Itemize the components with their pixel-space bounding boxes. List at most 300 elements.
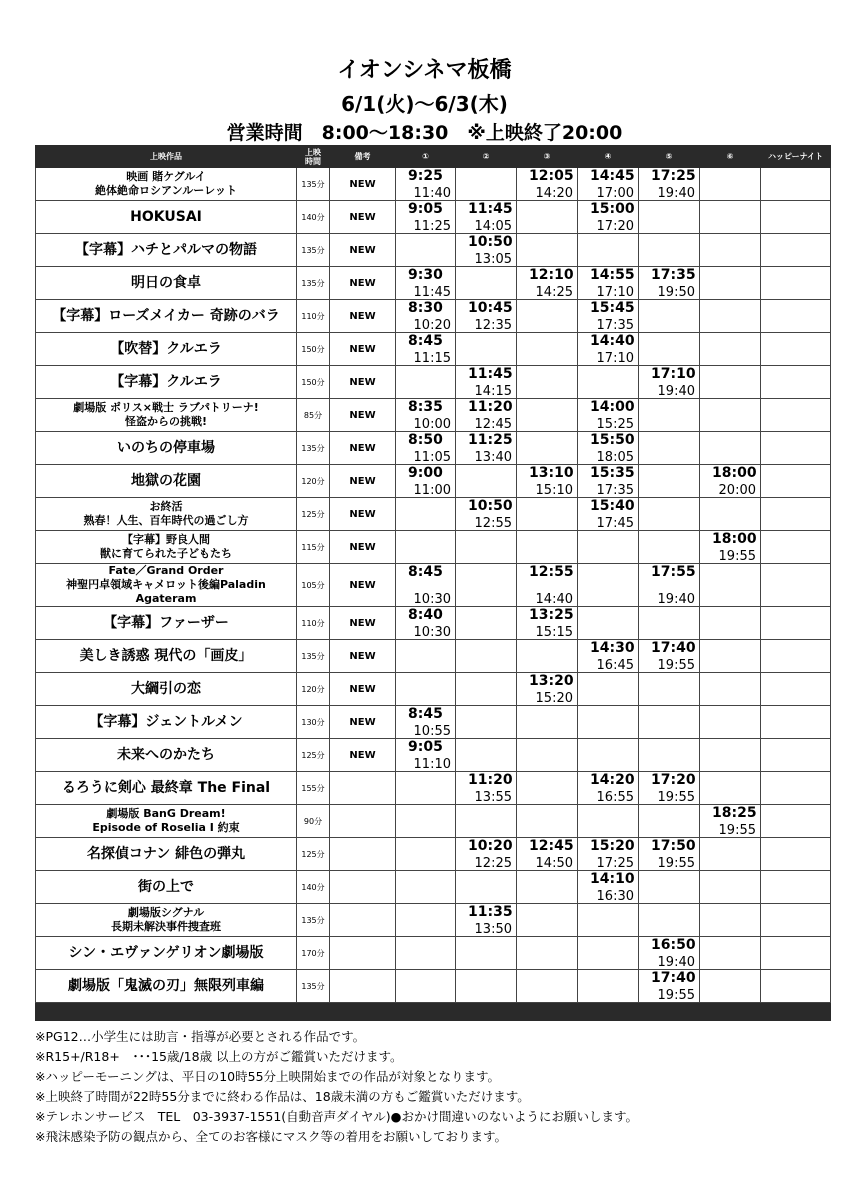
movie-note — [330, 937, 396, 970]
movie-note: NEW — [330, 706, 396, 739]
start-time: 13:20 — [529, 673, 574, 689]
end-time: 17:35 — [596, 483, 634, 498]
movie-title: 映画 賭ケグルイ 絶体絶命ロシアンルーレット — [36, 168, 297, 201]
showtime-cell — [639, 465, 700, 498]
showtime-cell — [456, 871, 517, 904]
happy-night-cell — [761, 607, 831, 640]
showtime-cell — [517, 498, 578, 531]
showtime-cell — [396, 333, 456, 366]
movie-title: 劇場版 BanG Dream! Episode of Roselia I 約束 — [36, 805, 297, 838]
end-time: 15:10 — [535, 483, 573, 498]
showtime-cell — [700, 640, 761, 673]
start-time: 11:25 — [468, 432, 513, 448]
showtime-cell — [578, 904, 639, 937]
happy-night-cell — [761, 267, 831, 300]
table-row — [36, 333, 831, 366]
end-time: 19:55 — [657, 790, 695, 805]
showtime-cell — [517, 234, 578, 267]
start-time: 14:45 — [590, 168, 635, 184]
movie-duration: 150分 — [297, 333, 330, 366]
showtime-cell — [396, 432, 456, 465]
end-time: 19:40 — [657, 955, 695, 970]
end-time: 17:25 — [596, 856, 634, 871]
end-time: 19:50 — [657, 285, 695, 300]
movie-duration: 135分 — [297, 640, 330, 673]
start-time: 8:30 — [408, 300, 443, 316]
start-time: 17:35 — [651, 267, 696, 283]
end-time: 13:40 — [474, 450, 512, 465]
showtime-cell — [456, 366, 517, 399]
end-time: 12:45 — [474, 417, 512, 432]
start-time: 12:05 — [529, 168, 574, 184]
end-time: 15:25 — [596, 417, 634, 432]
showtime-cell — [517, 168, 578, 201]
movie-note: NEW — [330, 333, 396, 366]
note-line: ※上映終了時間が22時55分までに終わる作品は、18歳未満の方もご鑑賞いただけます。 — [35, 1089, 530, 1104]
happy-night-cell — [761, 465, 831, 498]
showtime-cell — [639, 673, 700, 706]
showtime-cell — [396, 838, 456, 871]
movie-duration: 110分 — [297, 300, 330, 333]
showtime-cell — [700, 399, 761, 432]
table-row — [36, 607, 831, 640]
showtime-cell — [639, 333, 700, 366]
showtime-cell — [700, 937, 761, 970]
movie-note: NEW — [330, 465, 396, 498]
showtime-cell — [700, 168, 761, 201]
start-time: 12:10 — [529, 267, 574, 283]
table-row — [36, 871, 831, 904]
start-time: 14:30 — [590, 640, 635, 656]
showtime-cell — [578, 432, 639, 465]
table-row — [36, 772, 831, 805]
movie-title: お終活 熟春！人生、百年時代の過ごし方 — [36, 498, 297, 531]
start-time: 11:45 — [468, 366, 513, 382]
showtime-cell — [639, 267, 700, 300]
note-line: ※PG12…小学生には助言・指導が必要とされる作品です。 — [35, 1029, 366, 1044]
start-time: 10:20 — [468, 838, 513, 854]
happy-night-cell — [761, 871, 831, 904]
note-line: ※飛沫感染予防の観点から、全てのお客様にマスク等の着用をお願いしております。 — [35, 1129, 507, 1144]
start-time: 8:50 — [408, 432, 443, 448]
start-time: 17:10 — [651, 366, 696, 382]
end-time: 14:25 — [535, 285, 573, 300]
showtime-cell — [396, 465, 456, 498]
table-row — [36, 805, 831, 838]
movie-duration: 135分 — [297, 432, 330, 465]
showtime-cell — [700, 267, 761, 300]
showtime-cell — [396, 904, 456, 937]
col-slot-5: ⑤ — [639, 146, 700, 168]
showtime-cell — [396, 805, 456, 838]
showtime-cell — [578, 970, 639, 1003]
start-time: 11:45 — [468, 201, 513, 217]
showtime-cell — [639, 498, 700, 531]
showtime-cell — [456, 201, 517, 234]
end-time: 14:15 — [474, 384, 512, 399]
showtime-cell — [517, 739, 578, 772]
end-time: 17:20 — [596, 219, 634, 234]
movie-duration: 105分 — [297, 564, 330, 607]
end-time: 17:10 — [596, 351, 634, 366]
showtime-cell — [456, 432, 517, 465]
showtime-cell — [396, 399, 456, 432]
end-time: 14:40 — [535, 592, 573, 607]
start-time: 13:25 — [529, 607, 574, 623]
table-row — [36, 366, 831, 399]
showtime-cell — [396, 772, 456, 805]
theater-title: イオンシネマ板橋 — [337, 58, 512, 83]
showtime-cell — [700, 739, 761, 772]
happy-night-cell — [761, 366, 831, 399]
showtime-cell — [517, 564, 578, 607]
movie-note: NEW — [330, 168, 396, 201]
showtime-cell — [517, 432, 578, 465]
movie-title: 【字幕】ハチとパルマの物語 — [36, 234, 297, 267]
showtime-cell — [396, 640, 456, 673]
table-row — [36, 498, 831, 531]
showtime-cell — [639, 201, 700, 234]
end-time: 15:20 — [535, 691, 573, 706]
end-time: 10:30 — [413, 592, 451, 607]
end-time: 17:00 — [596, 186, 634, 201]
movie-duration: 85分 — [297, 399, 330, 432]
movie-duration: 140分 — [297, 871, 330, 904]
showtime-cell — [456, 607, 517, 640]
showtime-cell — [700, 673, 761, 706]
col-happy-night: ハッピーナイト — [761, 146, 831, 168]
movie-note: NEW — [330, 640, 396, 673]
end-time: 11:40 — [413, 186, 451, 201]
end-time: 13:55 — [474, 790, 512, 805]
showtime-cell — [639, 838, 700, 871]
movie-note: NEW — [330, 498, 396, 531]
showtime-cell — [396, 970, 456, 1003]
end-time: 17:45 — [596, 516, 634, 531]
end-time: 11:15 — [413, 351, 451, 366]
showtime-cell — [700, 465, 761, 498]
end-time: 11:25 — [413, 219, 451, 234]
table-row — [36, 838, 831, 871]
start-time: 17:50 — [651, 838, 696, 854]
showtime-cell — [578, 531, 639, 564]
showtime-cell — [700, 607, 761, 640]
showtime-cell — [517, 871, 578, 904]
table-row — [36, 564, 831, 607]
table-row — [36, 640, 831, 673]
showtime-cell — [700, 838, 761, 871]
start-time: 10:50 — [468, 234, 513, 250]
end-time: 10:30 — [413, 625, 451, 640]
movie-title: 劇場版シグナル 長期未解決事件捜査班 — [36, 904, 297, 937]
showtime-cell — [517, 267, 578, 300]
movie-duration: 110分 — [297, 607, 330, 640]
note-line: ※ハッピーモーニングは、平日の10時55分上映開始までの作品が対象となります。 — [35, 1069, 501, 1084]
showtime-cell — [456, 970, 517, 1003]
start-time: 15:45 — [590, 300, 635, 316]
movie-note — [330, 805, 396, 838]
showtime-cell — [396, 937, 456, 970]
movie-note: NEW — [330, 366, 396, 399]
showtime-cell — [456, 937, 517, 970]
start-time: 17:25 — [651, 168, 696, 184]
start-time: 11:20 — [468, 772, 513, 788]
start-time: 14:00 — [590, 399, 635, 415]
movie-note — [330, 871, 396, 904]
start-time: 10:50 — [468, 498, 513, 514]
end-time: 19:40 — [657, 384, 695, 399]
showtime-cell — [639, 300, 700, 333]
start-time: 17:20 — [651, 772, 696, 788]
start-time: 9:05 — [408, 201, 443, 217]
col-duration: 上映 時間 — [297, 146, 330, 168]
end-time: 16:45 — [596, 658, 634, 673]
start-time: 9:05 — [408, 739, 443, 755]
start-time: 11:35 — [468, 904, 513, 920]
table-row — [36, 739, 831, 772]
showtime-cell — [639, 564, 700, 607]
movie-note: NEW — [330, 531, 396, 564]
showtime-cell — [578, 871, 639, 904]
showtime-cell — [700, 234, 761, 267]
showtime-cell — [456, 465, 517, 498]
table-row — [36, 937, 831, 970]
showtime-cell — [700, 772, 761, 805]
movie-duration: 155分 — [297, 772, 330, 805]
start-time: 8:35 — [408, 399, 443, 415]
movie-title: 地獄の花園 — [36, 465, 297, 498]
showtime-cell — [517, 805, 578, 838]
start-time: 8:45 — [408, 564, 443, 580]
showtime-cell — [517, 904, 578, 937]
end-time: 10:00 — [413, 417, 451, 432]
business-hours: 営業時間 8:00〜18:30 ※上映終了20:00 — [226, 122, 623, 144]
happy-night-cell — [761, 564, 831, 607]
happy-night-cell — [761, 904, 831, 937]
movie-note: NEW — [330, 399, 396, 432]
movie-duration: 140分 — [297, 201, 330, 234]
start-time: 11:20 — [468, 399, 513, 415]
end-time: 10:55 — [413, 724, 451, 739]
showtime-cell — [456, 739, 517, 772]
movie-title: 明日の食卓 — [36, 267, 297, 300]
showtime-cell — [578, 168, 639, 201]
col-title: 上映作品 — [36, 146, 297, 168]
start-time: 12:55 — [529, 564, 574, 580]
table-row — [36, 706, 831, 739]
showtime-cell — [700, 531, 761, 564]
happy-night-cell — [761, 399, 831, 432]
date-range: 6/1(火)〜6/3(木) — [341, 92, 508, 116]
showtime-cell — [578, 607, 639, 640]
table-row — [36, 904, 831, 937]
table-row — [36, 673, 831, 706]
end-time: 15:15 — [535, 625, 573, 640]
table-row — [36, 234, 831, 267]
showtime-cell — [396, 168, 456, 201]
showtime-cell — [639, 640, 700, 673]
happy-night-cell — [761, 531, 831, 564]
showtime-cell — [456, 564, 517, 607]
happy-night-cell — [761, 201, 831, 234]
start-time: 8:45 — [408, 333, 443, 349]
showtime-cell — [517, 970, 578, 1003]
end-time: 16:30 — [596, 889, 634, 904]
end-time: 19:55 — [657, 658, 695, 673]
showtime-cell — [517, 366, 578, 399]
showtime-cell — [578, 234, 639, 267]
showtime-cell — [639, 432, 700, 465]
start-time: 13:10 — [529, 465, 574, 481]
end-time: 12:25 — [474, 856, 512, 871]
start-time: 12:45 — [529, 838, 574, 854]
showtime-cell — [700, 871, 761, 904]
showtime-cell — [456, 168, 517, 201]
happy-night-cell — [761, 234, 831, 267]
showtime-cell — [517, 399, 578, 432]
showtime-cell — [639, 168, 700, 201]
showtime-cell — [517, 772, 578, 805]
showtime-cell — [578, 937, 639, 970]
end-time: 20:00 — [718, 483, 756, 498]
showtime-cell — [639, 805, 700, 838]
start-time: 9:00 — [408, 465, 443, 481]
showtime-cell — [456, 640, 517, 673]
movie-title: 【字幕】野良人間 獣に育てられた子どもたち — [36, 531, 297, 564]
end-time: 19:55 — [718, 823, 756, 838]
showtime-cell — [456, 673, 517, 706]
showtime-cell — [639, 871, 700, 904]
table-row — [36, 300, 831, 333]
showtime-cell — [456, 300, 517, 333]
showtime-cell — [700, 498, 761, 531]
showtime-cell — [578, 673, 639, 706]
end-time: 13:05 — [474, 252, 512, 267]
movie-duration: 120分 — [297, 465, 330, 498]
col-slot-1: ① — [396, 146, 456, 168]
movie-title: 【字幕】ローズメイカー 奇跡のバラ — [36, 300, 297, 333]
happy-night-cell — [761, 333, 831, 366]
end-time: 14:20 — [535, 186, 573, 201]
movie-note — [330, 838, 396, 871]
movie-title: るろうに剣心 最終章 The Final — [36, 772, 297, 805]
showtime-cell — [396, 267, 456, 300]
movie-note: NEW — [330, 267, 396, 300]
showtime-cell — [396, 498, 456, 531]
happy-night-cell — [761, 673, 831, 706]
happy-night-cell — [761, 805, 831, 838]
happy-night-cell — [761, 168, 831, 201]
table-row — [36, 970, 831, 1003]
movie-note: NEW — [330, 564, 396, 607]
movie-duration: 135分 — [297, 168, 330, 201]
showtime-cell — [396, 300, 456, 333]
end-time: 19:40 — [657, 186, 695, 201]
showtime-cell — [578, 498, 639, 531]
start-time: 17:55 — [651, 564, 696, 580]
happy-night-cell — [761, 739, 831, 772]
movie-duration: 125分 — [297, 498, 330, 531]
movie-duration: 90分 — [297, 805, 330, 838]
showtime-cell — [517, 706, 578, 739]
footer-bar — [36, 1003, 831, 1021]
start-time: 16:50 — [651, 937, 696, 953]
movie-duration: 120分 — [297, 673, 330, 706]
showtime-cell — [456, 531, 517, 564]
movie-note: NEW — [330, 607, 396, 640]
showtime-cell — [517, 607, 578, 640]
showtime-cell — [517, 465, 578, 498]
showtime-cell — [456, 904, 517, 937]
movie-title: 大綱引の恋 — [36, 673, 297, 706]
note-line: ※R15+/R18+ ･･･15歳/18歳 以上の方がご鑑賞いただけます。 — [35, 1049, 403, 1064]
movie-title: 【吹替】クルエラ — [36, 333, 297, 366]
movie-duration: 135分 — [297, 904, 330, 937]
showtime-cell — [700, 366, 761, 399]
movie-title: Fate／Grand Order 神聖円卓領域キャメロット後編Paladin Agateram — [36, 564, 297, 607]
showtime-cell — [578, 333, 639, 366]
start-time: 9:25 — [408, 168, 443, 184]
showtime-cell — [456, 399, 517, 432]
end-time: 14:05 — [474, 219, 512, 234]
showtime-cell — [396, 234, 456, 267]
showtime-cell — [396, 673, 456, 706]
table-row — [36, 531, 831, 564]
movie-note — [330, 970, 396, 1003]
showtime-cell — [639, 739, 700, 772]
end-time: 16:55 — [596, 790, 634, 805]
col-slot-3: ③ — [517, 146, 578, 168]
showtime-cell — [396, 366, 456, 399]
showtime-cell — [639, 706, 700, 739]
movie-note: NEW — [330, 673, 396, 706]
col-slot-6: ⑥ — [700, 146, 761, 168]
happy-night-cell — [761, 432, 831, 465]
table-row — [36, 465, 831, 498]
showtime-cell — [578, 838, 639, 871]
showtime-cell — [700, 333, 761, 366]
end-time: 11:45 — [413, 285, 451, 300]
showtime-cell — [396, 607, 456, 640]
showtime-cell — [700, 300, 761, 333]
showtime-cell — [396, 739, 456, 772]
schedule-table — [35, 145, 831, 1021]
end-time: 10:20 — [413, 318, 451, 333]
showtime-cell — [578, 267, 639, 300]
col-slot-4: ④ — [578, 146, 639, 168]
end-time: 11:10 — [413, 757, 451, 772]
showtime-cell — [456, 772, 517, 805]
showtime-cell — [700, 904, 761, 937]
happy-night-cell — [761, 772, 831, 805]
table-row — [36, 267, 831, 300]
showtime-cell — [578, 805, 639, 838]
end-time: 11:00 — [413, 483, 451, 498]
showtime-cell — [517, 673, 578, 706]
happy-night-cell — [761, 300, 831, 333]
showtime-cell — [517, 300, 578, 333]
movie-note: NEW — [330, 432, 396, 465]
showtime-cell — [639, 607, 700, 640]
table-row — [36, 201, 831, 234]
movie-duration: 135分 — [297, 970, 330, 1003]
movie-note: NEW — [330, 300, 396, 333]
showtime-cell — [456, 805, 517, 838]
movie-title: 【字幕】ファーザー — [36, 607, 297, 640]
showtime-cell — [578, 300, 639, 333]
movie-duration: 125分 — [297, 838, 330, 871]
showtime-cell — [700, 706, 761, 739]
